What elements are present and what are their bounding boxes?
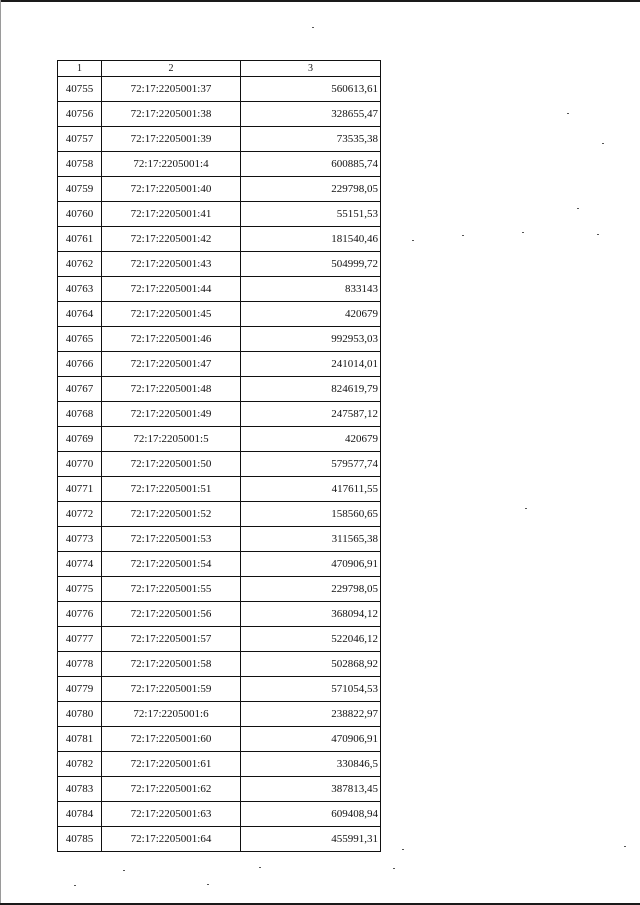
value-cell: 181540,46: [241, 227, 381, 252]
page-top-edge: [0, 0, 640, 2]
row-number: 40772: [58, 502, 102, 527]
value-cell: 387813,45: [241, 777, 381, 802]
table-row: [58, 327, 381, 352]
value-cell: 420679: [241, 302, 381, 327]
scan-speck: [577, 208, 579, 209]
value-cell: 55151,53: [241, 202, 381, 227]
scan-speck: [74, 885, 76, 886]
row-number: 40762: [58, 252, 102, 277]
table-row: [58, 727, 381, 752]
cadastral-number: 72:17:2205001:45: [102, 302, 241, 327]
scan-speck: [123, 870, 125, 871]
table-row: [58, 527, 381, 552]
cadastral-number: 72:17:2205001:53: [102, 527, 241, 552]
cadastral-number: 72:17:2205001:40: [102, 177, 241, 202]
value-cell: 311565,38: [241, 527, 381, 552]
row-number: 40780: [58, 702, 102, 727]
row-number: 40764: [58, 302, 102, 327]
value-cell: 368094,12: [241, 602, 381, 627]
value-cell: 238822,97: [241, 702, 381, 727]
table-row: [58, 477, 381, 502]
value-cell: 609408,94: [241, 802, 381, 827]
table-row: [58, 752, 381, 777]
scan-speck: [207, 884, 209, 885]
page-left-edge: [0, 0, 1, 905]
table-header-row: [58, 61, 381, 77]
row-number: 40774: [58, 552, 102, 577]
table-row: [58, 177, 381, 202]
table-row: [58, 252, 381, 277]
row-number: 40771: [58, 477, 102, 502]
value-cell: 522046,12: [241, 627, 381, 652]
cadastral-number: 72:17:2205001:44: [102, 277, 241, 302]
cadastral-number: 72:17:2205001:51: [102, 477, 241, 502]
cadastral-number: 72:17:2205001:6: [102, 702, 241, 727]
value-cell: 241014,01: [241, 352, 381, 377]
value-cell: 992953,03: [241, 327, 381, 352]
table-row: [58, 302, 381, 327]
scan-speck: [462, 235, 464, 236]
row-number: 40757: [58, 127, 102, 152]
cadastral-number: 72:17:2205001:52: [102, 502, 241, 527]
scan-speck: [393, 868, 395, 869]
value-cell: 328655,47: [241, 102, 381, 127]
value-cell: 560613,61: [241, 77, 381, 102]
table-row: [58, 77, 381, 102]
value-cell: 330846,5: [241, 752, 381, 777]
row-number: 40760: [58, 202, 102, 227]
cadastral-number: 72:17:2205001:4: [102, 152, 241, 177]
value-cell: 420679: [241, 427, 381, 452]
table-row: [58, 402, 381, 427]
value-cell: 229798,05: [241, 577, 381, 602]
row-number: 40777: [58, 627, 102, 652]
table-row: [58, 427, 381, 452]
cadastral-number: 72:17:2205001:47: [102, 352, 241, 377]
cadastral-number: 72:17:2205001:43: [102, 252, 241, 277]
cadastral-number: 72:17:2205001:49: [102, 402, 241, 427]
table-row: [58, 377, 381, 402]
row-number: 40770: [58, 452, 102, 477]
cadastral-number: 72:17:2205001:56: [102, 602, 241, 627]
table-row: [58, 152, 381, 177]
cadastral-number: 72:17:2205001:58: [102, 652, 241, 677]
row-number: 40775: [58, 577, 102, 602]
value-cell: 247587,12: [241, 402, 381, 427]
table-row: [58, 827, 381, 852]
cadastral-number: 72:17:2205001:57: [102, 627, 241, 652]
row-number: 40768: [58, 402, 102, 427]
row-number: 40761: [58, 227, 102, 252]
cadastral-number: 72:17:2205001:37: [102, 77, 241, 102]
cadastral-table: [57, 60, 381, 852]
column-header-3: 3: [241, 61, 381, 77]
scan-speck: [597, 234, 599, 235]
row-number: 40776: [58, 602, 102, 627]
table-row: [58, 677, 381, 702]
table-row: [58, 777, 381, 802]
row-number: 40769: [58, 427, 102, 452]
cadastral-number: 72:17:2205001:55: [102, 577, 241, 602]
value-cell: 600885,74: [241, 152, 381, 177]
row-number: 40759: [58, 177, 102, 202]
value-cell: 73535,38: [241, 127, 381, 152]
cadastral-number: 72:17:2205001:41: [102, 202, 241, 227]
scan-speck: [412, 240, 414, 241]
row-number: 40783: [58, 777, 102, 802]
table-row: [58, 702, 381, 727]
cadastral-number: 72:17:2205001:60: [102, 727, 241, 752]
table-row: [58, 502, 381, 527]
value-cell: 579577,74: [241, 452, 381, 477]
row-number: 40765: [58, 327, 102, 352]
table-row: [58, 202, 381, 227]
cadastral-number: 72:17:2205001:50: [102, 452, 241, 477]
value-cell: 824619,79: [241, 377, 381, 402]
row-number: 40784: [58, 802, 102, 827]
cadastral-number: 72:17:2205001:48: [102, 377, 241, 402]
scan-speck: [312, 27, 314, 28]
row-number: 40755: [58, 77, 102, 102]
table-row: [58, 102, 381, 127]
value-cell: 455991,31: [241, 827, 381, 852]
row-number: 40756: [58, 102, 102, 127]
table-row: [58, 277, 381, 302]
cadastral-number: 72:17:2205001:42: [102, 227, 241, 252]
cadastral-number: 72:17:2205001:61: [102, 752, 241, 777]
table-row: [58, 577, 381, 602]
scan-speck: [259, 867, 261, 868]
scan-speck: [525, 508, 527, 509]
column-header-2: 2: [102, 61, 241, 77]
cadastral-number: 72:17:2205001:64: [102, 827, 241, 852]
table-row: [58, 452, 381, 477]
scan-speck: [567, 113, 569, 114]
row-number: 40782: [58, 752, 102, 777]
value-cell: 470906,91: [241, 552, 381, 577]
table-row: [58, 802, 381, 827]
cadastral-number: 72:17:2205001:5: [102, 427, 241, 452]
value-cell: 571054,53: [241, 677, 381, 702]
row-number: 40785: [58, 827, 102, 852]
cadastral-number: 72:17:2205001:54: [102, 552, 241, 577]
table-row: [58, 602, 381, 627]
table-row: [58, 652, 381, 677]
cadastral-number: 72:17:2205001:62: [102, 777, 241, 802]
table-body: [58, 77, 381, 852]
row-number: 40781: [58, 727, 102, 752]
table-row: [58, 352, 381, 377]
scan-speck: [402, 849, 404, 850]
scan-speck: [602, 143, 604, 144]
row-number: 40766: [58, 352, 102, 377]
cadastral-number: 72:17:2205001:39: [102, 127, 241, 152]
value-cell: 229798,05: [241, 177, 381, 202]
table-row: [58, 627, 381, 652]
scan-speck: [522, 232, 524, 233]
value-cell: 504999,72: [241, 252, 381, 277]
row-number: 40763: [58, 277, 102, 302]
table-row: [58, 127, 381, 152]
cadastral-number: 72:17:2205001:38: [102, 102, 241, 127]
row-number: 40778: [58, 652, 102, 677]
value-cell: 470906,91: [241, 727, 381, 752]
value-cell: 417611,55: [241, 477, 381, 502]
scan-speck: [624, 846, 626, 847]
value-cell: 158560,65: [241, 502, 381, 527]
row-number: 40767: [58, 377, 102, 402]
row-number: 40758: [58, 152, 102, 177]
cadastral-number: 72:17:2205001:63: [102, 802, 241, 827]
table-row: [58, 552, 381, 577]
cadastral-number: 72:17:2205001:59: [102, 677, 241, 702]
table-row: [58, 227, 381, 252]
cadastral-number: 72:17:2205001:46: [102, 327, 241, 352]
value-cell: 833143: [241, 277, 381, 302]
column-header-1: 1: [58, 61, 102, 77]
value-cell: 502868,92: [241, 652, 381, 677]
row-number: 40773: [58, 527, 102, 552]
row-number: 40779: [58, 677, 102, 702]
